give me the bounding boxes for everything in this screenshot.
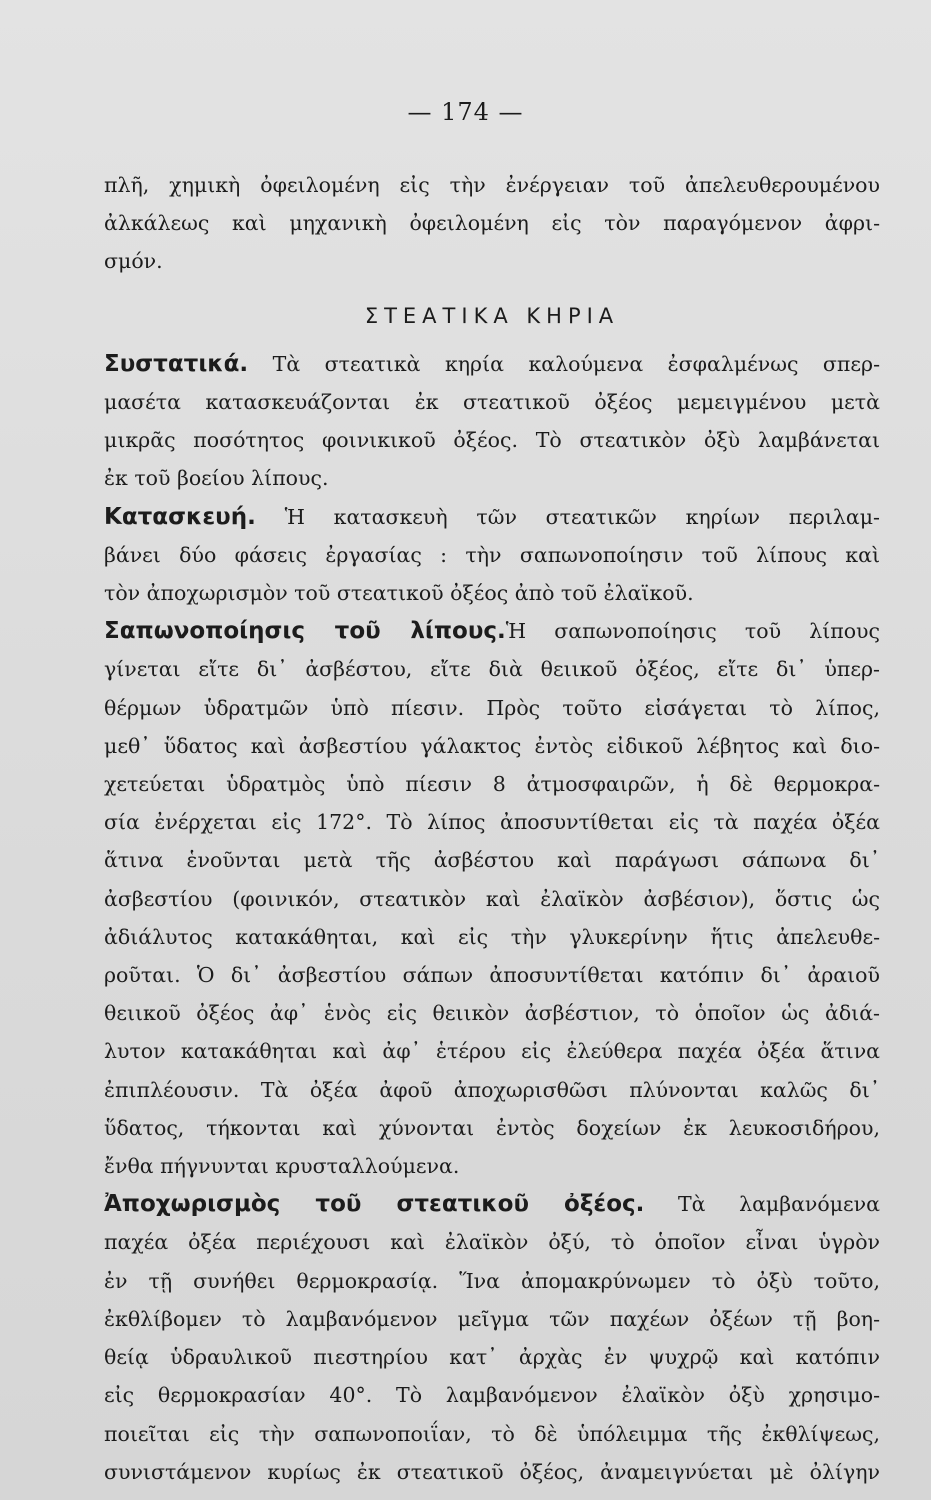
text-line: ὕδατος, τήκονται καὶ χύνονται ἐντὸς δοχείων ἐκ λευκοσιδήρου, [104, 1115, 880, 1140]
text-line: ροῦται. Ὁ δι᾽ ἀσβεστίου σάπων ἀποσυντίθεται κατόπιν δι᾽ ἀραιοῦ [104, 963, 880, 988]
text-line: χετεύεται ὑδρατμὸς ὑπὸ πίεσιν 8 ἀτμοσφαιρῶν, ἡ δὲ θερμοκρα- [104, 772, 880, 797]
text-line: θειικοῦ ὀξέος ἀφ᾽ ἑνὸς εἰς θειικὸν ἀσβέστιον, τὸ ὁποῖον ὡς ἀδιά- [104, 1001, 880, 1026]
text-line: ἐν τῇ συνήθει θερμοκρασίᾳ. Ἵνα ἀπομακρύνωμεν τὸ ὀξὺ τοῦτο, [104, 1268, 880, 1293]
paragraph-term: Σαπωνοποίησις τοῦ λίπους. [104, 618, 506, 645]
text-line: ἐπιπλέουσιν. Τὰ ὀξέα ἀφοῦ ἀποχωρισθῶσι πλύνονται καλῶς δι᾽ [104, 1077, 880, 1102]
text-line: σία ἐνέρχεται εἰς 172°. Τὸ λίπος ἀποσυντίθεται εἰς τὰ παχέα ὀξέα [104, 810, 880, 835]
text-line: σμόν. [104, 249, 163, 274]
text-line: παχέα ὀξέα περιέχουσι καὶ ἐλαϊκὸν ὀξύ, τὸ ὁποῖον εἶναι ὑγρὸν [104, 1230, 880, 1255]
page-number: — 174 — [407, 98, 524, 126]
text-line: εἰς θερμοκρασίαν 40°. Τὸ λαμβανόμενον ἐλαϊκὸν ὀξὺ χρησιμο- [104, 1383, 880, 1408]
text-line-continuation: Ἡ σαπωνοποίησις τοῦ λίπους [505, 619, 880, 644]
paragraph-term: Κατασκευή. [104, 503, 256, 530]
text-line: ἅτινα ἑνοῦνται μετὰ τῆς ἀσβέστου καὶ παράγωσι σάπωνα δι᾽ [104, 848, 880, 873]
text-line: ἔνθα πήγνυνται κρυσταλλούμενα. [104, 1154, 460, 1179]
text-line-continuation: Τὰ στεατικὰ κηρία καλούμενα ἐσφαλμένως σπερ- [248, 351, 880, 376]
text-line: ποιεῖται εἰς τὴν σαπωνοποιΐαν, τὸ δὲ ὑπόλειμμα τῆς ἐκθλίψεως, [104, 1421, 880, 1446]
section-heading: ΣΤΕΑΤΙΚΑ ΚΗΡΙΑ [364, 303, 620, 328]
text-line: γίνεται εἴτε δι᾽ ἀσβέστου, εἴτε διὰ θειικοῦ ὀξέος, εἴτε δι᾽ ὑπερ- [104, 657, 880, 682]
paragraph-term: Συστατικά. [104, 350, 249, 377]
text-line: συνιστάμενον κυρίως ἐκ στεατικοῦ ὀξέος, ἀναμειγνύεται μὲ ὀλίγην [104, 1459, 880, 1484]
text-line: ἀσβεστίου (φοινικόν, στεατικὸν καὶ ἐλαϊκὸν ἀσβέσιον), ὅστις ὡς [104, 886, 880, 911]
paragraph-first-line [104, 612, 880, 650]
paragraph-first-line [104, 1185, 880, 1223]
text-line: ἐκ τοῦ βοείου λίπους. [104, 466, 329, 491]
paragraph-term: Ἀποχωρισμὸς τοῦ στεατικοῦ ὀξέος. [104, 1191, 645, 1218]
text-line-continuation: Ἡ κατασκευὴ τῶν στεατικῶν κηρίων περιλαμ- [255, 504, 880, 529]
text-line: λυτον κατακάθηται καὶ ἀφ᾽ ἑτέρου εἰς ἐλεύθερα παχέα ὀξέα ἅτινα [104, 1039, 880, 1064]
text-line: πλῆ, χημικὴ ὀφειλομένη εἰς τὴν ἐνέργειαν τοῦ ἀπελευθερουμένου [104, 173, 880, 197]
text-line: μεθ᾽ ὕδατος καὶ ἀσβεστίου γάλακτος ἐντὸς εἰδικοῦ λέβητος καὶ διο- [104, 733, 880, 758]
text-line-continuation: Τὰ λαμβανόμενα [644, 1192, 880, 1217]
text-line: ἐκθλίβομεν τὸ λαμβανόμενον μεῖγμα τῶν παχέων ὀξέων τῇ βοη- [104, 1306, 880, 1331]
text-line: μικρᾶς ποσότητος φοινικικοῦ ὀξέος. Τὸ στεατικὸν ὀξὺ λαμβάνεται [104, 428, 880, 453]
text-line: τὸν ἀποχωρισμὸν τοῦ στεατικοῦ ὀξέος ἀπὸ τοῦ ἐλαϊκοῦ. [104, 581, 694, 606]
paragraph-first-line [104, 498, 880, 536]
text-line: ἀλκάλεως καὶ μηχανικὴ ὀφειλομένη εἰς τὸν παραγόμενον ἀφρι- [104, 211, 880, 236]
page-body [104, 166, 880, 1491]
text-line: ἀδιάλυτος κατακάθηται, καὶ εἰς τὴν γλυκερίνην ἥτις ἀπελευθε- [104, 924, 880, 949]
text-line: βάνει δύο φάσεις ἐργασίας : τὴν σαπωνοποίησιν τοῦ λίπους καὶ [104, 542, 880, 567]
text-line: θέρμων ὑδρατμῶν ὑπὸ πίεσιν. Πρὸς τοῦτο εἰσάγεται τὸ λίπος, [104, 695, 880, 720]
paragraph-first-line [104, 345, 880, 383]
text-line: μασέτα κατασκευάζονται ἐκ στεατικοῦ ὀξέος μεμειγμένου μετὰ [104, 390, 880, 415]
text-line: θείᾳ ὑδραυλικοῦ πιεστηρίου κατ᾽ ἀρχὰς ἐν ψυχρῷ καὶ κατόπιν [104, 1345, 880, 1370]
